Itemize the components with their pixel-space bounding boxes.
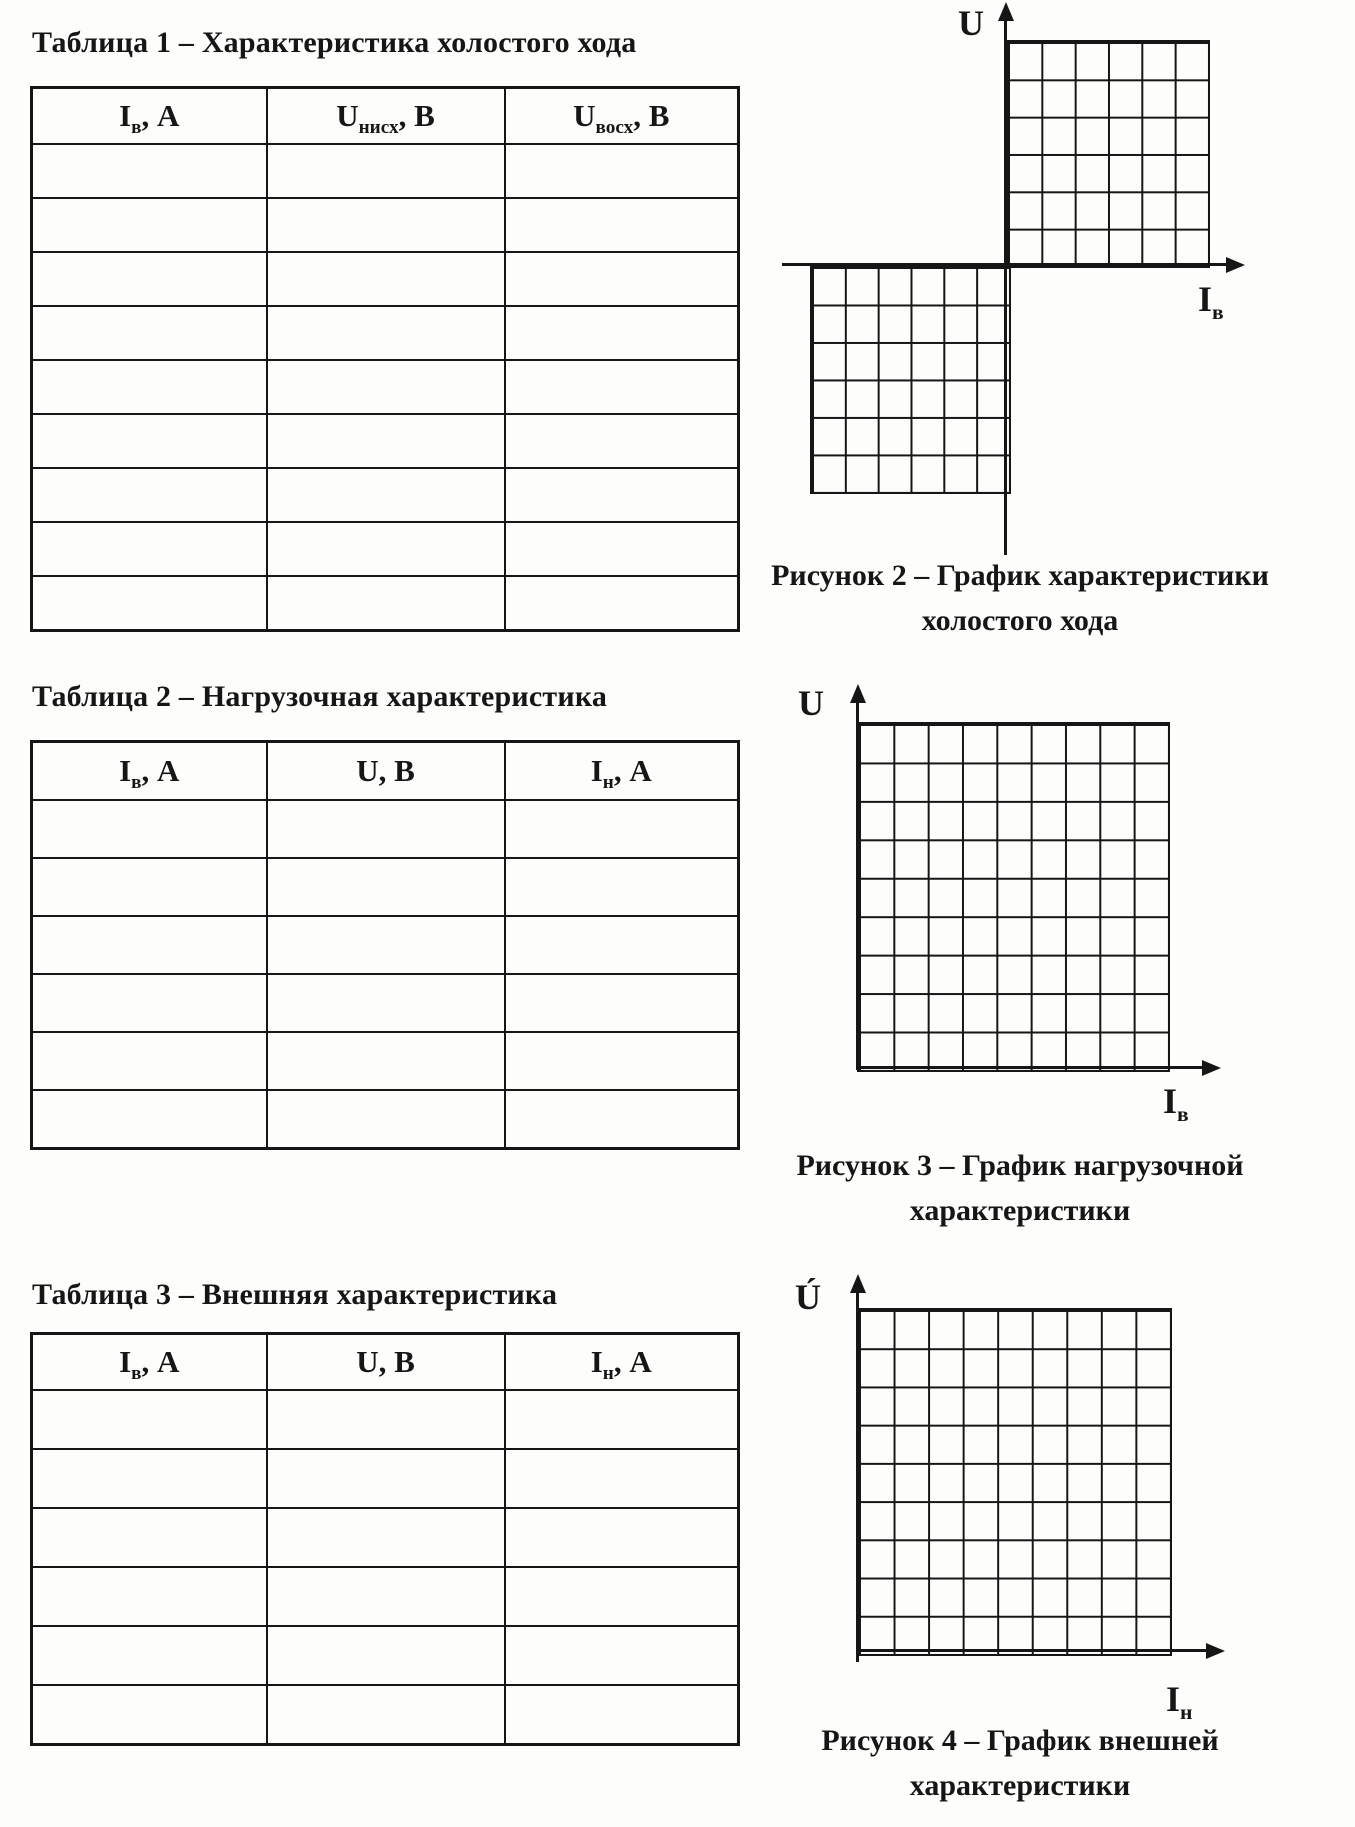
empty-cell bbox=[32, 1508, 267, 1567]
empty-cell bbox=[32, 252, 267, 306]
figure3-x-axis-label: $I_в$ bbox=[1163, 1081, 1189, 1127]
empty-cell bbox=[505, 1567, 739, 1626]
table-row bbox=[32, 1090, 739, 1149]
empty-cell bbox=[505, 252, 739, 306]
table1-col-voltage-ascending: $U_{восх}$, В bbox=[505, 88, 739, 145]
table-row bbox=[32, 414, 739, 468]
table-row bbox=[32, 1390, 739, 1449]
empty-cell bbox=[505, 198, 739, 252]
empty-cell bbox=[32, 858, 267, 916]
table2-col-voltage: U, В bbox=[267, 742, 505, 801]
table3-col-load-current: $I_н$, А bbox=[505, 1334, 739, 1391]
figure3-y-axis-label: U bbox=[798, 683, 824, 723]
table-row bbox=[32, 360, 739, 414]
figure2-x-axis bbox=[782, 263, 1230, 266]
figure4-y-axis-label: Ú bbox=[795, 1277, 821, 1317]
table-row bbox=[32, 522, 739, 576]
table2-col-load-current: $I_н$, А bbox=[505, 742, 739, 801]
table-row bbox=[32, 252, 739, 306]
figure2-x-axis-label: $I_в$ bbox=[1198, 279, 1224, 325]
empty-cell bbox=[267, 858, 505, 916]
empty-cell bbox=[505, 1508, 739, 1567]
figure4-x-axis-label: $I_н$ bbox=[1166, 1679, 1193, 1725]
empty-cell bbox=[267, 800, 505, 858]
empty-cell bbox=[505, 916, 739, 974]
empty-cell bbox=[32, 974, 267, 1032]
table3-col-voltage: U, В bbox=[267, 1334, 505, 1391]
empty-cell bbox=[505, 360, 739, 414]
empty-cell bbox=[267, 1685, 505, 1745]
empty-cell bbox=[267, 522, 505, 576]
empty-cell bbox=[505, 800, 739, 858]
empty-cell bbox=[267, 1449, 505, 1508]
figure2-x-axis-arrow-icon bbox=[1226, 257, 1245, 273]
figure4-x-axis-arrow-icon bbox=[1206, 1643, 1225, 1659]
table-row bbox=[32, 800, 739, 858]
empty-cell bbox=[505, 1090, 739, 1149]
empty-cell bbox=[267, 1032, 505, 1090]
table-row bbox=[32, 1685, 739, 1745]
table1-no-load-characteristic bbox=[30, 86, 740, 632]
table-row bbox=[32, 144, 739, 198]
table-row bbox=[32, 1032, 739, 1090]
empty-cell bbox=[505, 1449, 739, 1508]
empty-cell bbox=[32, 576, 267, 631]
empty-cell bbox=[32, 414, 267, 468]
empty-cell bbox=[505, 1390, 739, 1449]
table-row bbox=[32, 468, 739, 522]
empty-cell bbox=[32, 360, 267, 414]
table-row bbox=[32, 974, 739, 1032]
empty-cell bbox=[505, 1626, 739, 1685]
empty-cell bbox=[267, 1567, 505, 1626]
table-row bbox=[32, 1567, 739, 1626]
empty-cell bbox=[505, 306, 739, 360]
table1-col-voltage-descending: $U_{нисх}$, В bbox=[267, 88, 505, 145]
table3-external-characteristic bbox=[30, 1332, 740, 1746]
figure3-caption bbox=[700, 1143, 1340, 1233]
table1-title: Таблица 1 – Характеристика холостого хода bbox=[32, 26, 637, 59]
figure4-caption-line2: характеристики bbox=[909, 1769, 1131, 1802]
empty-cell bbox=[32, 1685, 267, 1745]
figure2-y-axis-label: U bbox=[958, 3, 984, 43]
empty-cell bbox=[267, 252, 505, 306]
table3-col-field-current: $I_в$, А bbox=[32, 1334, 267, 1391]
empty-cell bbox=[32, 916, 267, 974]
empty-cell bbox=[505, 414, 739, 468]
empty-cell bbox=[267, 576, 505, 631]
empty-cell bbox=[267, 468, 505, 522]
table-row bbox=[32, 1626, 739, 1685]
empty-cell bbox=[267, 1626, 505, 1685]
table-row bbox=[32, 858, 739, 916]
figure4-caption-line1: Рисунок 4 – График внешней bbox=[821, 1724, 1219, 1757]
table-row bbox=[32, 1449, 739, 1508]
figure2-grid-quadrant1 bbox=[1006, 40, 1210, 268]
figure2-caption-line2: холостого хода bbox=[921, 604, 1119, 637]
empty-cell bbox=[267, 198, 505, 252]
table2-title: Таблица 2 – Нагрузочная характеристика bbox=[32, 680, 608, 713]
empty-cell bbox=[267, 144, 505, 198]
empty-cell bbox=[32, 468, 267, 522]
figure4-caption bbox=[700, 1718, 1340, 1808]
figure4-y-axis-arrow-icon bbox=[850, 1274, 866, 1293]
table1-header-row bbox=[32, 88, 739, 145]
empty-cell bbox=[267, 306, 505, 360]
empty-cell bbox=[32, 1390, 267, 1449]
figure3-grid bbox=[857, 722, 1170, 1072]
empty-cell bbox=[267, 1090, 505, 1149]
table2-load-characteristic bbox=[30, 740, 740, 1150]
figure3-y-axis-arrow-icon bbox=[850, 684, 866, 703]
table1-col-field-current: $I_в$, А bbox=[32, 88, 267, 145]
empty-cell bbox=[505, 858, 739, 916]
table-row bbox=[32, 1508, 739, 1567]
table-row bbox=[32, 306, 739, 360]
empty-cell bbox=[32, 522, 267, 576]
empty-cell bbox=[267, 1390, 505, 1449]
empty-cell bbox=[267, 974, 505, 1032]
figure2-caption-line1: Рисунок 2 – График характеристики bbox=[771, 559, 1269, 592]
empty-cell bbox=[32, 1567, 267, 1626]
empty-cell bbox=[267, 414, 505, 468]
table3-header-row bbox=[32, 1334, 739, 1391]
figure4-x-axis bbox=[857, 1649, 1210, 1652]
figure3-x-axis-arrow-icon bbox=[1202, 1060, 1221, 1076]
empty-cell bbox=[505, 1032, 739, 1090]
empty-cell bbox=[32, 1032, 267, 1090]
empty-cell bbox=[267, 360, 505, 414]
table-row bbox=[32, 198, 739, 252]
figure3-caption-line1: Рисунок 3 – График нагрузочной bbox=[796, 1149, 1244, 1182]
table2-header-row bbox=[32, 742, 739, 801]
empty-cell bbox=[32, 144, 267, 198]
empty-cell bbox=[267, 1508, 505, 1567]
figure2-grid-quadrant3 bbox=[810, 265, 1011, 494]
figure2-y-axis-arrow-icon bbox=[998, 2, 1014, 21]
empty-cell bbox=[32, 306, 267, 360]
figure3-x-axis bbox=[857, 1066, 1206, 1069]
table-row bbox=[32, 576, 739, 631]
figure4-grid bbox=[857, 1308, 1172, 1656]
table-row bbox=[32, 916, 739, 974]
empty-cell bbox=[32, 1090, 267, 1149]
empty-cell bbox=[32, 1449, 267, 1508]
empty-cell bbox=[32, 198, 267, 252]
empty-cell bbox=[32, 1626, 267, 1685]
figure2-caption bbox=[700, 553, 1340, 643]
empty-cell bbox=[32, 800, 267, 858]
empty-cell bbox=[505, 468, 739, 522]
table2-col-field-current: $I_в$, А bbox=[32, 742, 267, 801]
empty-cell bbox=[267, 916, 505, 974]
figure3-caption-line2: характеристики bbox=[909, 1194, 1131, 1227]
empty-cell bbox=[505, 974, 739, 1032]
empty-cell bbox=[505, 144, 739, 198]
table3-title: Таблица 3 – Внешняя характеристика bbox=[32, 1278, 558, 1311]
